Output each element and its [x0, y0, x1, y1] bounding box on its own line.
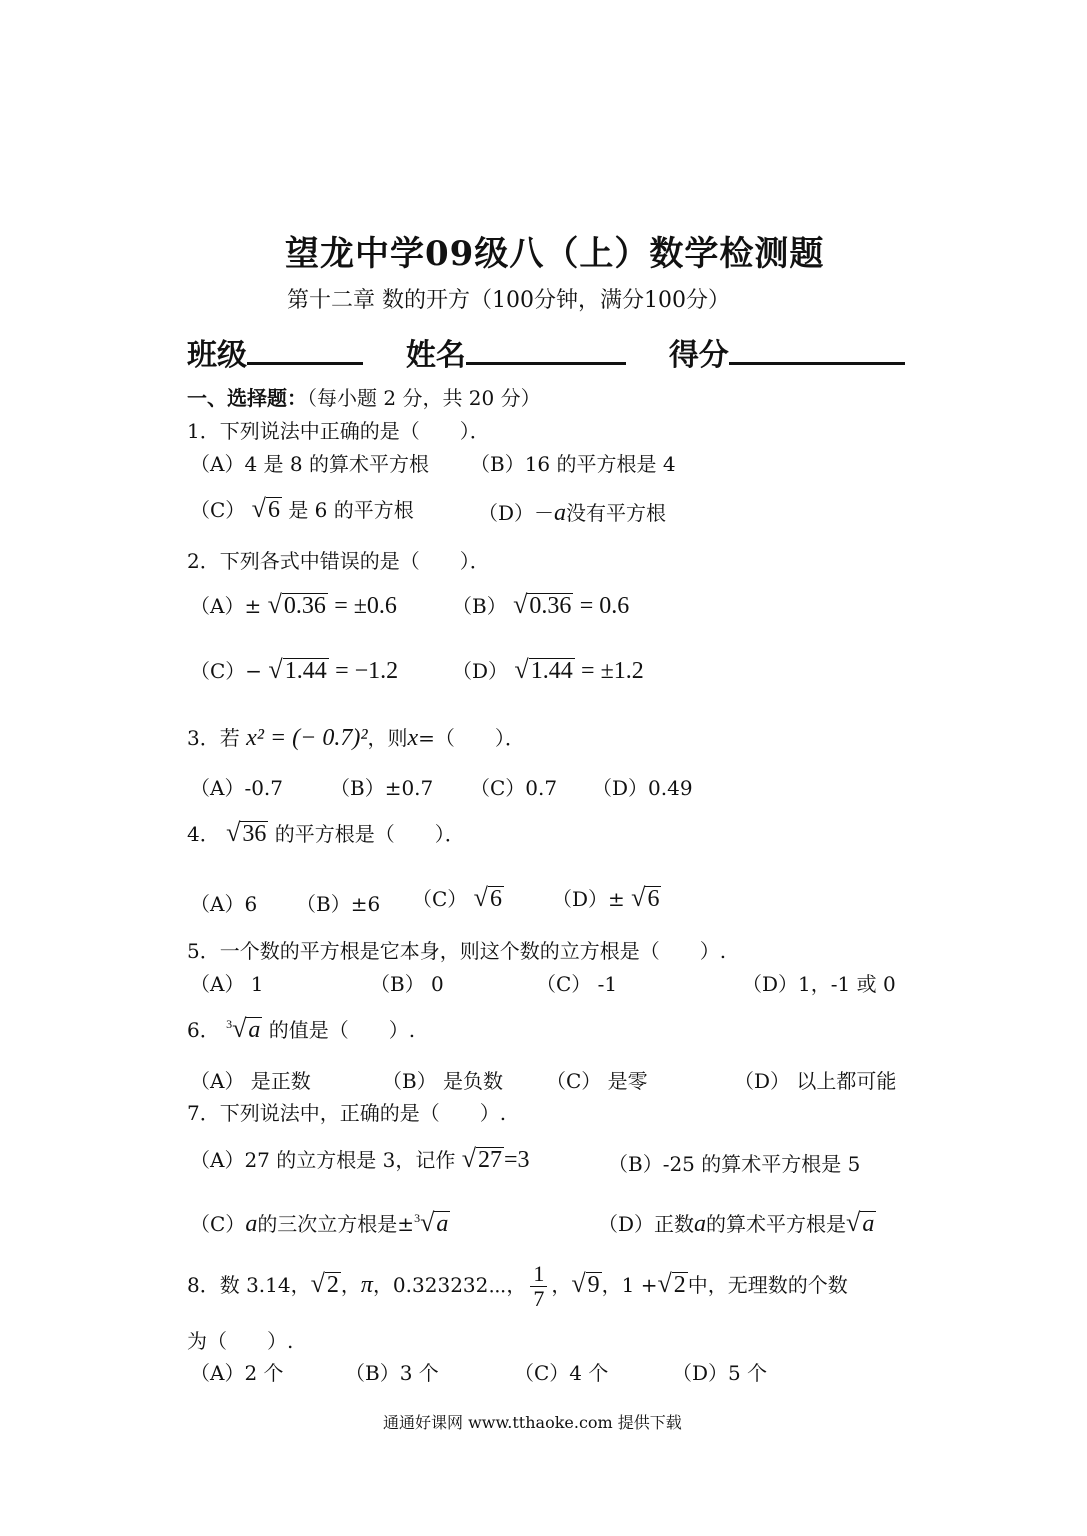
sqrt-symbol: √6 — [473, 883, 502, 912]
sqrt-symbol: √27 — [461, 1144, 502, 1173]
q6-option-c: （C） 是零 — [546, 1069, 648, 1093]
q8-suffix: 中，无理数的个数 — [687, 1273, 848, 1298]
separator: ， — [340, 1273, 361, 1298]
q2-option-d — [452, 655, 644, 685]
question-7-stem: 7．下列说法中，正确的是（ ）. — [187, 1101, 507, 1125]
sqrt-symbol: √0.36 — [267, 590, 326, 619]
q3-option-d: （D）0.49 — [592, 776, 693, 800]
q7-option-a — [190, 1144, 530, 1174]
student-info-line — [187, 330, 905, 374]
radicand: 2 — [326, 1272, 339, 1299]
name-blank[interactable] — [466, 336, 626, 365]
q4-option-b: （B）±6 — [296, 892, 381, 916]
q1-option-b: （B）16 的平方根是 4 — [470, 452, 676, 476]
name-label: 姓名 — [405, 338, 466, 373]
q1-d-text: 没有平方根 — [566, 501, 667, 525]
q2-b-result: = 0.6 — [579, 593, 630, 619]
section-heading — [187, 382, 541, 411]
q7-a-result: =3 — [503, 1147, 530, 1173]
pi-symbol: π — [360, 1272, 373, 1299]
q5-option-b: （B） 0 — [370, 972, 444, 996]
q1-option-c — [190, 494, 414, 524]
q7-a-text: （A）27 的立方根是 3，记作 — [190, 1148, 456, 1172]
q8-option-a: （A）2 个 — [190, 1361, 284, 1385]
q2-option-a — [190, 590, 397, 620]
q4-prefix: 4． — [187, 822, 220, 846]
score-label: 得分 — [668, 338, 729, 373]
q2-d-label: （D） — [452, 659, 509, 683]
q3-option-c: （C）0.7 — [470, 776, 558, 800]
question-1-stem: 1．下列说法中正确的是（ ）． — [187, 419, 490, 443]
radicand: 1.44 — [284, 658, 327, 684]
q1-c-text: 是 6 的平方根 — [288, 498, 414, 522]
q3-option-a: （A）-0.7 — [190, 776, 284, 800]
question-4-stem — [187, 818, 465, 848]
sqrt-symbol: √0.36 — [513, 590, 572, 619]
q7-d-label: （D）正数 — [598, 1212, 695, 1236]
sqrt-symbol: √9 — [571, 1269, 600, 1299]
separator: ，0.323232⋯， — [372, 1273, 527, 1298]
q4-c-label: （C） — [412, 887, 468, 911]
q2-d-result: = ±1.2 — [581, 658, 644, 684]
q7-c-text: 的三次立方根是± — [257, 1212, 415, 1236]
q8-prefix: 8．数 3.14， — [187, 1273, 311, 1298]
q4-option-c — [412, 883, 504, 913]
cube-root-symbol: $^3$√a — [414, 1208, 449, 1237]
q8-option-c: （C）4 个 — [514, 1361, 609, 1385]
q6-option-b: （B） 是负数 — [382, 1069, 504, 1093]
q2-b-label: （B） — [452, 594, 507, 618]
sqrt-symbol: √6 — [631, 883, 660, 912]
q6-option-a: （A） 是正数 — [190, 1069, 311, 1093]
radicand: a — [436, 1211, 449, 1237]
q3-then: ，则 — [367, 726, 408, 750]
radicand: 6 — [647, 886, 660, 912]
section-title: 一、选择题： — [187, 386, 307, 410]
q1-d-label: （D）－ — [478, 501, 555, 525]
class-label: 班级 — [187, 338, 247, 373]
q1-c-label: （C） — [190, 498, 246, 522]
radicand: 2 — [673, 1272, 686, 1299]
q2-option-b — [452, 590, 629, 620]
question-8-continuation: 为（ ）. — [187, 1329, 294, 1353]
q5-option-a: （A） 1 — [190, 972, 264, 996]
q3-prefix: 3．若 — [187, 726, 240, 750]
separator: ， — [551, 1273, 572, 1298]
radicand: 36 — [242, 821, 267, 847]
question-8-stem — [187, 1262, 848, 1311]
separator: ，1 + — [601, 1273, 658, 1298]
q8-option-d: （D）5 个 — [672, 1361, 768, 1385]
fraction — [530, 1262, 547, 1311]
sqrt-symbol: √1.44 — [268, 655, 327, 684]
q2-a-result: = ±0.6 — [334, 593, 397, 619]
q7-c-label: （C） — [190, 1212, 246, 1236]
sqrt-symbol: √a — [846, 1208, 875, 1237]
q5-option-c: （C） -1 — [536, 972, 618, 996]
q2-option-c — [190, 655, 398, 685]
q3-suffix: =（ ）． — [418, 726, 525, 750]
sqrt-symbol: √2 — [310, 1269, 339, 1299]
cube-root-symbol: $^3$√a — [226, 1014, 261, 1043]
sqrt-symbol: √1.44 — [514, 655, 573, 684]
q1-option-a: （A）4 是 8 的算术平方根 — [190, 452, 429, 476]
q2-c-result: = −1.2 — [335, 658, 399, 684]
q6-option-d: （D） 以上都可能 — [734, 1069, 897, 1093]
radicand: 27 — [477, 1147, 502, 1173]
page-subtitle: 第十二章 数的开方（100分钟，满分100分） — [287, 288, 730, 313]
q7-option-b: （B）-25 的算术平方根是 5 — [608, 1152, 861, 1176]
numerator: 1 — [530, 1262, 547, 1287]
var-a: a — [694, 1211, 707, 1237]
q3-option-b: （B）±0.7 — [330, 776, 434, 800]
q7-d-text: 的算术平方根是 — [706, 1212, 847, 1236]
sqrt-symbol: √6 — [251, 494, 280, 523]
q2-a-label: （A）± — [190, 594, 262, 618]
radicand: 6 — [267, 497, 280, 523]
q5-option-d: （D）1，-1 或 0 — [742, 972, 896, 996]
score-blank[interactable] — [729, 336, 905, 365]
q7-option-d — [598, 1208, 876, 1238]
q2-c-label: （C）− — [190, 659, 263, 683]
sqrt-symbol: √36 — [226, 818, 267, 847]
radicand: 6 — [489, 886, 502, 912]
radicand: 9 — [587, 1272, 600, 1299]
question-5-stem: 5．一个数的平方根是它本身，则这个数的立方根是（ ）. — [187, 939, 727, 963]
question-3-stem — [187, 722, 525, 752]
q6-prefix: 6． — [187, 1018, 220, 1042]
radicand: 1.44 — [530, 658, 573, 684]
page-footer: 通通好课网 www.tthaoke.com 提供下载 — [383, 1413, 682, 1432]
q8-option-b: （B）3 个 — [345, 1361, 439, 1385]
var-a: a — [554, 500, 567, 526]
root-index: 3 — [414, 1211, 421, 1225]
radicand: 0.36 — [529, 593, 572, 619]
question-6-stem — [187, 1014, 415, 1044]
q7-option-c — [190, 1208, 450, 1238]
radicand: a — [862, 1211, 875, 1237]
denominator: 7 — [533, 1286, 545, 1312]
q6-suffix: 的值是（ ）. — [268, 1018, 416, 1042]
question-2-stem: 2．下列各式中错误的是（ ）． — [187, 549, 490, 573]
q4-d-label: （D）± — [552, 887, 625, 911]
class-blank[interactable] — [247, 336, 363, 365]
q4-option-d — [552, 883, 661, 913]
sqrt-symbol: √2 — [657, 1269, 686, 1299]
q4-option-a: （A）6 — [190, 892, 258, 916]
radicand: 0.36 — [283, 593, 326, 619]
var-x: x — [407, 725, 419, 751]
var-a: a — [245, 1211, 258, 1237]
q1-option-d — [478, 497, 666, 527]
page-title: 望龙中学09级八（上）数学检测题 — [285, 234, 825, 274]
root-index: 3 — [226, 1017, 233, 1031]
section-points: （每小题 2 分，共 20 分） — [307, 386, 541, 410]
q3-equation: x² = (− 0.7)² — [246, 725, 368, 751]
radicand: a — [248, 1017, 261, 1043]
q4-suffix: 的平方根是（ ）． — [274, 822, 465, 846]
